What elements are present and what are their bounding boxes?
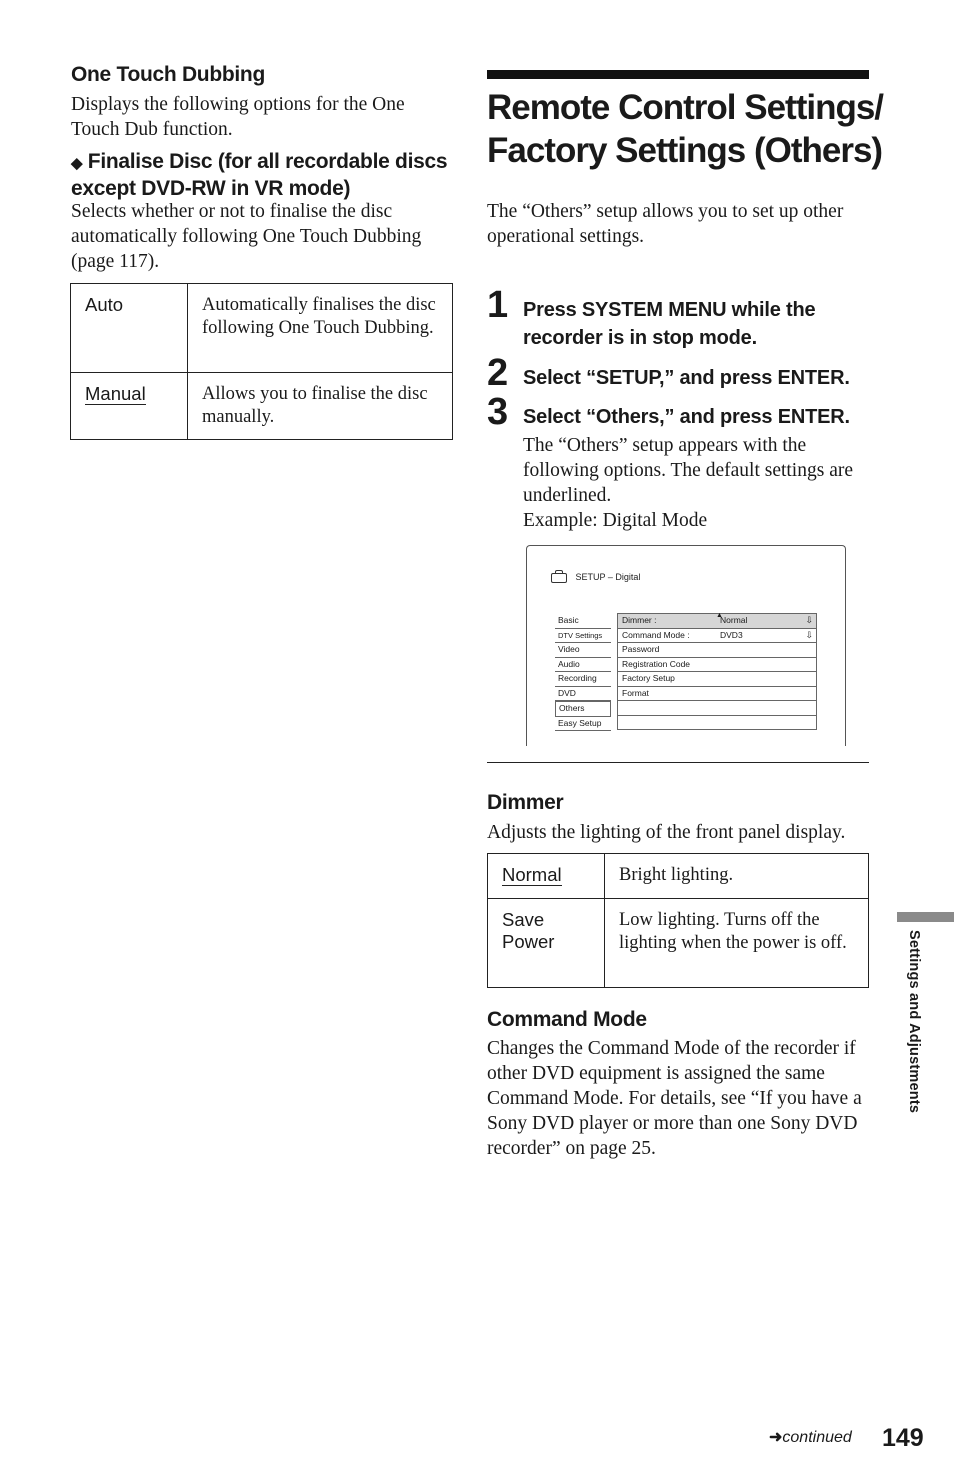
menu-item-easy-setup: Easy Setup [555, 717, 611, 732]
title-bar [487, 70, 869, 79]
finalise-options-table [70, 283, 453, 440]
option-value: Low lighting. Turns off the lighting when the power is off. [605, 899, 869, 988]
menu-item-dtv-settings: DTV Settings [555, 629, 611, 644]
cursor-pointer-icon: ▲ [716, 612, 723, 619]
menu-row-empty [617, 701, 817, 716]
command-mode-description: Changes the Command Mode of the recorder if other DVD equipment is assigned the same Command Mode. For details, see “If you have a Sony DVD player or more than one Sony DVD recorder” on page 25. [487, 1038, 862, 1159]
finalise-disc-description: Selects whether or not to finalise the disc automatically following One Touch Dubbing (page 117). [71, 201, 422, 272]
section-tab-marker [897, 912, 954, 922]
down-arrow-icon: ⇩ [805, 615, 813, 625]
table-row [71, 284, 453, 373]
menu-item-video: Video [555, 643, 611, 658]
setup-left-menu [555, 614, 611, 731]
menu-row-format: Format [617, 687, 817, 702]
continued-indicator: ➜continued [769, 1429, 852, 1446]
section-divider [487, 762, 869, 763]
menu-row-command-mode: Command Mode : DVD3 ⇩ [617, 629, 817, 644]
setup-screen-illustration [526, 545, 846, 746]
intro-text: The “Others” setup allows you to set up other operational settings. [487, 201, 844, 247]
menu-item-recording: Recording [555, 672, 611, 687]
menu-item-dvd: DVD [555, 687, 611, 702]
table-row [488, 899, 869, 988]
step-number: 3 [487, 391, 509, 433]
down-arrow-icon: ⇩ [805, 629, 813, 640]
table-row [488, 854, 869, 899]
menu-item-others: Others [555, 701, 611, 717]
default-option-label: Manual [85, 383, 146, 404]
menu-row-password: Password [617, 643, 817, 658]
toolbox-icon [551, 573, 567, 583]
step-number: 1 [487, 284, 509, 326]
option-key: Save Power [488, 899, 605, 988]
step-text: Select “Others,” and press ENTER. [523, 406, 850, 428]
step-text: Select “SETUP,” and press ENTER. [523, 367, 850, 389]
option-value: Bright lighting. [605, 854, 869, 899]
menu-row-empty [617, 716, 817, 731]
diamond-bullet-icon: ◆ [71, 155, 83, 172]
menu-item-audio: Audio [555, 658, 611, 673]
default-option-label: Normal [502, 864, 562, 885]
option-key [488, 854, 605, 899]
table-row [71, 373, 453, 440]
example-label: Example: Digital Mode [523, 510, 708, 531]
setup-screen-header: SETUP – Digital [551, 572, 640, 583]
finalise-disc-heading: ◆ Finalise Disc (for all recordable discs except DVD-RW in VR mode) [71, 150, 448, 200]
page-title: Remote Control Settings/ Factory Settings (Others) [487, 88, 884, 170]
arrow-right-icon: ➜ [769, 1429, 783, 1446]
dimmer-options-table [487, 853, 869, 988]
menu-item-basic: Basic [555, 614, 611, 629]
option-key: Auto [71, 284, 188, 373]
one-touch-dubbing-description: Displays the following options for the One Touch Dub function. [71, 94, 405, 140]
step3-description: The “Others” setup appears with the following options. The default settings are underlined. [523, 435, 853, 506]
menu-row-dimmer: Dimmer : Normal ⇩ ▲ [617, 613, 817, 629]
one-touch-dubbing-heading: One Touch Dubbing [71, 63, 265, 86]
dimmer-heading: Dimmer [487, 791, 564, 814]
menu-row-factory-setup: Factory Setup [617, 672, 817, 687]
option-value: Automatically finalises the disc following One Touch Dubbing. [188, 284, 453, 373]
step-text: Press SYSTEM MENU while the recorder is in stop mode. [523, 299, 816, 349]
dimmer-description: Adjusts the lighting of the front panel display. [487, 822, 846, 843]
page-number: 149 [882, 1424, 924, 1452]
section-side-label: Settings and Adjustments [906, 930, 922, 1114]
command-mode-heading: Command Mode [487, 1008, 647, 1031]
menu-row-registration-code: Registration Code [617, 658, 817, 673]
option-value: Allows you to finalise the disc manually. [188, 373, 453, 440]
setup-right-menu [617, 613, 817, 730]
step-number: 2 [487, 352, 509, 394]
option-key [71, 373, 188, 440]
